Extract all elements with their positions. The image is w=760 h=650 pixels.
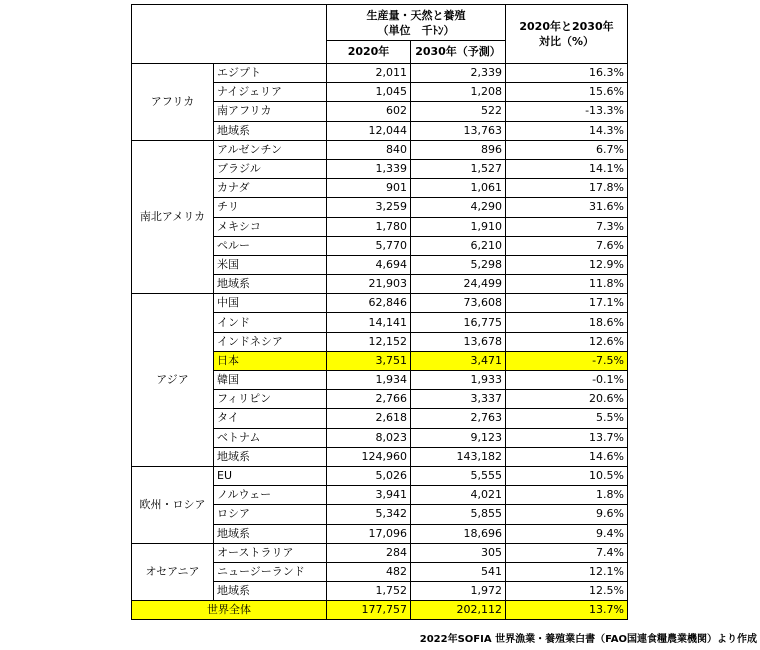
country-cell: 米国: [214, 255, 327, 274]
value-2020-cell: 1,339: [327, 159, 411, 178]
value-2020-cell: 2,011: [327, 64, 411, 83]
ratio-cell: 11.8%: [506, 275, 628, 294]
value-2020-cell: 12,152: [327, 332, 411, 351]
value-2020-cell: 3,259: [327, 198, 411, 217]
header-production: [327, 5, 506, 41]
value-2030-cell: 6,210: [411, 236, 506, 255]
value-2020-cell: 8,023: [327, 428, 411, 447]
country-cell: ノルウェー: [214, 486, 327, 505]
value-2030-cell: 18,696: [411, 524, 506, 543]
value-2030-cell: 1,933: [411, 371, 506, 390]
value-2030-cell: 13,678: [411, 332, 506, 351]
header-ratio-line2: 対比（%）: [538, 35, 595, 48]
country-cell: 地域系: [214, 582, 327, 601]
ratio-cell: 14.6%: [506, 447, 628, 466]
value-2030-cell: 5,298: [411, 255, 506, 274]
value-2020-cell: 17,096: [327, 524, 411, 543]
value-2020-cell: 1,045: [327, 83, 411, 102]
value-2030-cell: 541: [411, 562, 506, 581]
header-ratio-line1: 2020年と2030年: [519, 20, 614, 33]
country-cell: ペルー: [214, 236, 327, 255]
value-2030-cell: 16,775: [411, 313, 506, 332]
country-cell: ナイジェリア: [214, 83, 327, 102]
country-cell: 中国: [214, 294, 327, 313]
value-2020-cell: 901: [327, 179, 411, 198]
ratio-cell: 16.3%: [506, 64, 628, 83]
header-production-unit: （単位 千ﾄﾝ）: [377, 23, 455, 37]
ratio-cell: 20.6%: [506, 390, 628, 409]
country-cell: アルゼンチン: [214, 140, 327, 159]
value-2020-cell: 1,752: [327, 582, 411, 601]
world-value-2020: 177,757: [327, 601, 411, 620]
ratio-cell: 31.6%: [506, 198, 628, 217]
country-cell: 南アフリカ: [214, 102, 327, 121]
ratio-cell: 5.5%: [506, 409, 628, 428]
world-value-2030: 202,112: [411, 601, 506, 620]
value-2020-cell: 21,903: [327, 275, 411, 294]
value-2030-cell: 305: [411, 543, 506, 562]
country-cell: インド: [214, 313, 327, 332]
value-2030-cell: 1,910: [411, 217, 506, 236]
ratio-cell: 10.5%: [506, 466, 628, 485]
ratio-cell: 15.6%: [506, 83, 628, 102]
country-cell: フィリピン: [214, 390, 327, 409]
value-2020-cell: 5,026: [327, 466, 411, 485]
value-2030-cell: 2,763: [411, 409, 506, 428]
ratio-cell: -13.3%: [506, 102, 628, 121]
value-2030-cell: 896: [411, 140, 506, 159]
ratio-cell: 12.6%: [506, 332, 628, 351]
value-2020-cell: 14,141: [327, 313, 411, 332]
ratio-cell: 7.6%: [506, 236, 628, 255]
value-2030-cell: 1,061: [411, 179, 506, 198]
country-cell: 韓国: [214, 371, 327, 390]
ratio-cell: 14.3%: [506, 121, 628, 140]
ratio-cell: 12.1%: [506, 562, 628, 581]
value-2020-cell: 62,846: [327, 294, 411, 313]
value-2030-cell: 5,555: [411, 466, 506, 485]
value-2030-cell: 1,972: [411, 582, 506, 601]
production-table: [131, 4, 628, 620]
value-2030-cell: 9,123: [411, 428, 506, 447]
value-2020-cell: 1,780: [327, 217, 411, 236]
value-2020-cell: 1,934: [327, 371, 411, 390]
region-label: 南北アメリカ: [132, 140, 214, 294]
country-cell: 日本: [214, 351, 327, 370]
value-2030-cell: 522: [411, 102, 506, 121]
value-2030-cell: 5,855: [411, 505, 506, 524]
value-2030-cell: 4,290: [411, 198, 506, 217]
country-cell: 地域系: [214, 524, 327, 543]
header-year-2020: 2020年: [327, 41, 411, 64]
ratio-cell: 18.6%: [506, 313, 628, 332]
country-cell: 地域系: [214, 447, 327, 466]
ratio-cell: 6.7%: [506, 140, 628, 159]
value-2020-cell: 840: [327, 140, 411, 159]
value-2020-cell: 284: [327, 543, 411, 562]
value-2020-cell: 12,044: [327, 121, 411, 140]
header-year-2030: 2030年（予測）: [411, 41, 506, 64]
ratio-cell: 7.3%: [506, 217, 628, 236]
table-row: [132, 294, 628, 313]
ratio-cell: 12.9%: [506, 255, 628, 274]
source-note: 2022年SOFIA 世界漁業・養殖業白書（FAO国連食糧農業機関）より作成: [419, 634, 757, 645]
value-2030-cell: 1,527: [411, 159, 506, 178]
value-2030-cell: 3,471: [411, 351, 506, 370]
value-2020-cell: 482: [327, 562, 411, 581]
ratio-cell: 14.1%: [506, 159, 628, 178]
world-label: 世界全体: [132, 601, 327, 620]
table-row: [132, 466, 628, 485]
value-2020-cell: 3,751: [327, 351, 411, 370]
country-cell: チリ: [214, 198, 327, 217]
ratio-cell: 17.8%: [506, 179, 628, 198]
header-production-title: 生産量・天然と養殖: [366, 8, 466, 22]
ratio-cell: -7.5%: [506, 351, 628, 370]
country-cell: ベトナム: [214, 428, 327, 447]
country-cell: インドネシア: [214, 332, 327, 351]
world-ratio: 13.7%: [506, 601, 628, 620]
table-row: [132, 140, 628, 159]
ratio-cell: 17.1%: [506, 294, 628, 313]
value-2020-cell: 5,342: [327, 505, 411, 524]
country-cell: カナダ: [214, 179, 327, 198]
value-2020-cell: 4,694: [327, 255, 411, 274]
region-label: アフリカ: [132, 64, 214, 141]
ratio-cell: 9.6%: [506, 505, 628, 524]
value-2030-cell: 4,021: [411, 486, 506, 505]
country-cell: EU: [214, 466, 327, 485]
value-2020-cell: 602: [327, 102, 411, 121]
ratio-cell: -0.1%: [506, 371, 628, 390]
ratio-cell: 1.8%: [506, 486, 628, 505]
value-2020-cell: 5,770: [327, 236, 411, 255]
value-2020-cell: 2,618: [327, 409, 411, 428]
country-cell: ロシア: [214, 505, 327, 524]
ratio-cell: 7.4%: [506, 543, 628, 562]
table-row: [132, 543, 628, 562]
country-cell: ブラジル: [214, 159, 327, 178]
value-2030-cell: 2,339: [411, 64, 506, 83]
value-2030-cell: 143,182: [411, 447, 506, 466]
value-2030-cell: 73,608: [411, 294, 506, 313]
value-2030-cell: 13,763: [411, 121, 506, 140]
country-cell: 地域系: [214, 121, 327, 140]
value-2020-cell: 3,941: [327, 486, 411, 505]
country-cell: タイ: [214, 409, 327, 428]
ratio-cell: 9.4%: [506, 524, 628, 543]
region-label: オセアニア: [132, 543, 214, 601]
ratio-cell: 12.5%: [506, 582, 628, 601]
table-body: [132, 64, 628, 601]
header-blank: [132, 5, 327, 64]
country-cell: エジプト: [214, 64, 327, 83]
ratio-cell: 13.7%: [506, 428, 628, 447]
header-ratio: [506, 5, 628, 64]
value-2020-cell: 2,766: [327, 390, 411, 409]
world-total-row: [132, 601, 628, 620]
country-cell: 地域系: [214, 275, 327, 294]
country-cell: オーストラリア: [214, 543, 327, 562]
value-2030-cell: 24,499: [411, 275, 506, 294]
table-row: [132, 64, 628, 83]
value-2030-cell: 1,208: [411, 83, 506, 102]
region-label: アジア: [132, 294, 214, 467]
country-cell: ニュージーランド: [214, 562, 327, 581]
country-cell: メキシコ: [214, 217, 327, 236]
value-2030-cell: 3,337: [411, 390, 506, 409]
region-label: 欧州・ロシア: [132, 466, 214, 543]
value-2020-cell: 124,960: [327, 447, 411, 466]
